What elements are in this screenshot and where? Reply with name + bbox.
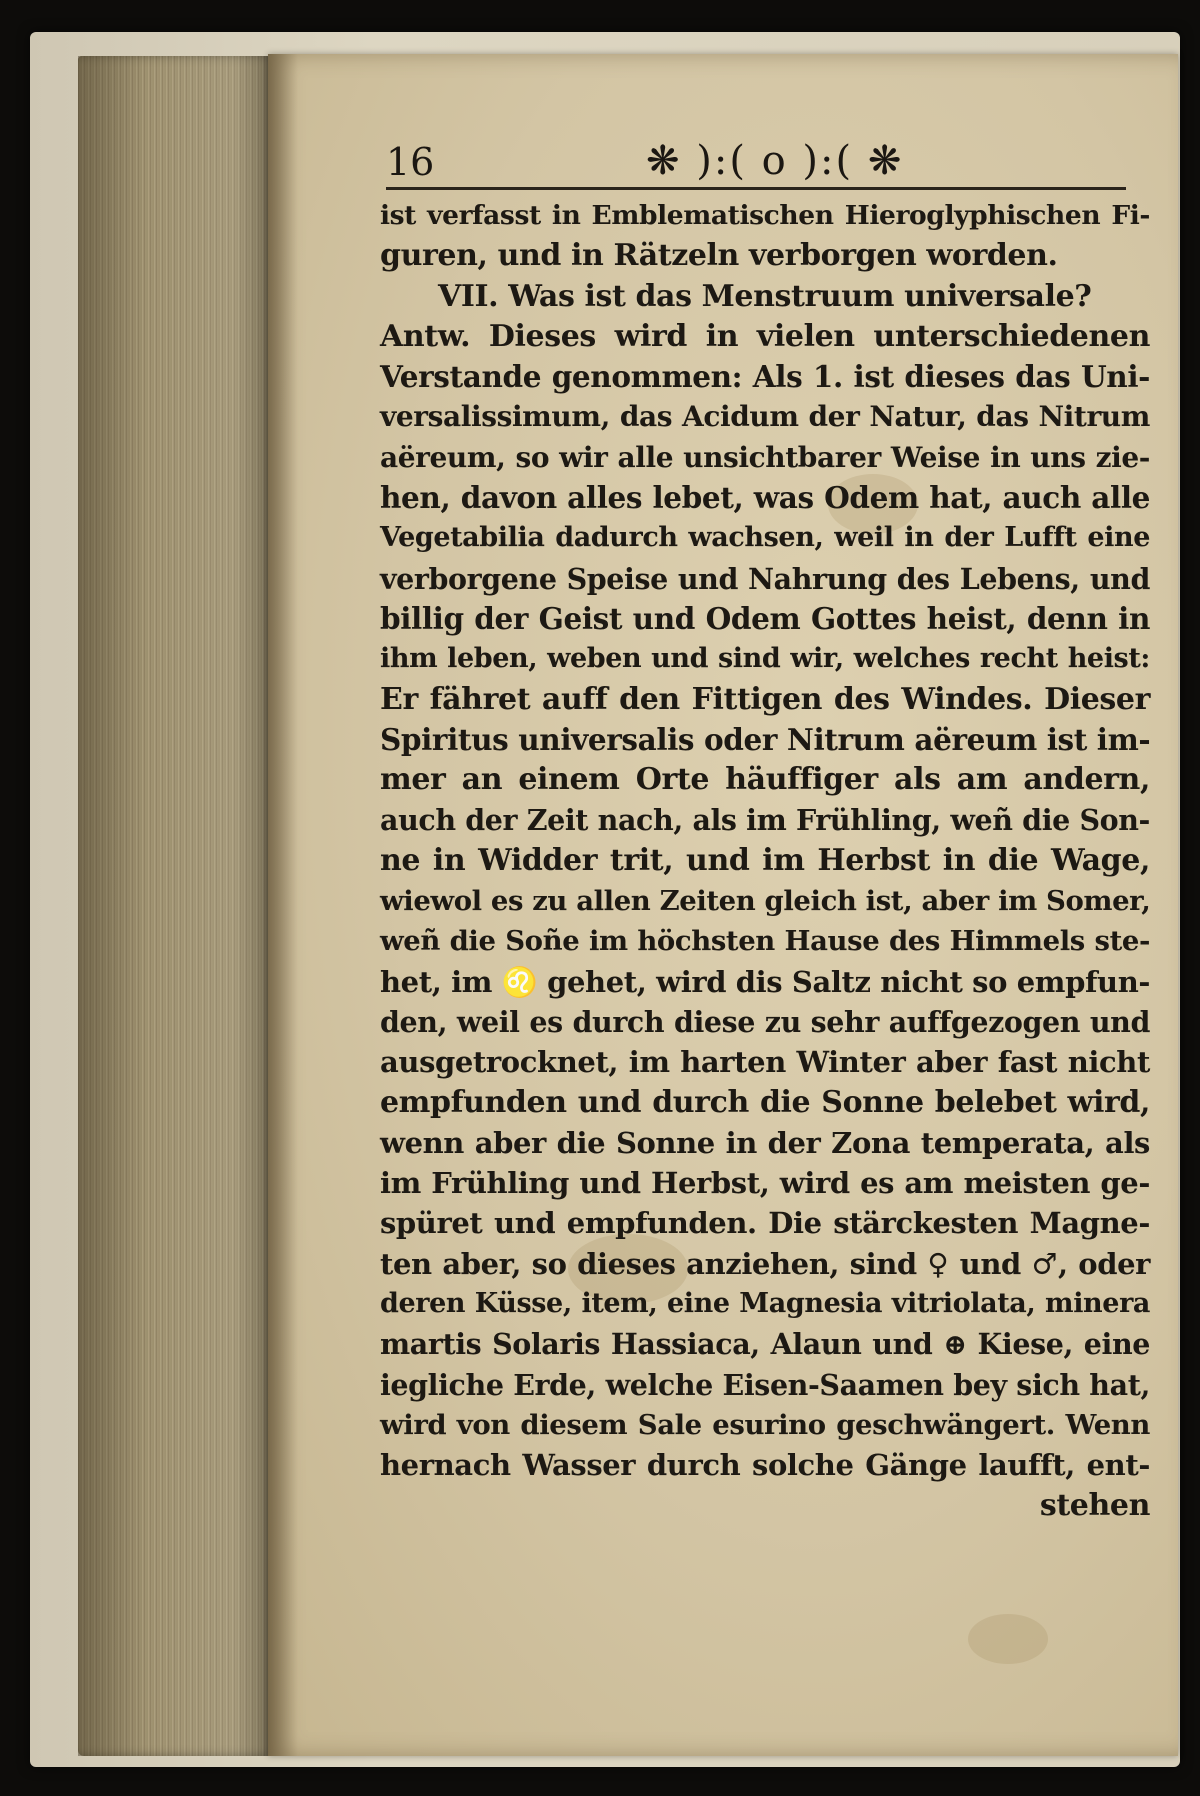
text-line: weñ die Soñe im höchsten Hause des Himmels ste- [380,925,1150,958]
text-line: het, im ♌ gehet, wird dis Saltz nicht so empfun- [380,964,1151,999]
page-edges [78,56,274,1756]
text-line: versalissimum, das Acidum der Natur, das Nitrum [380,400,1150,434]
catchword: stehen [1039,1487,1150,1523]
text-line: guren, und in Rätzeln verborgen worden. [380,238,1058,274]
text-line: auch der Zeit nach, als im Frühling, weñ die Son- [380,803,1150,838]
text-line: ten aber, so dieses anziehen, sind ♀ und ♂, oder [380,1246,1150,1281]
text-line: im Frühling und Herbst, wird es am meisten ge- [380,1166,1150,1201]
text-line: ausgetrocknet, im harten Winter aber fast nicht [380,1045,1150,1080]
foxing-stain [968,1614,1048,1664]
text-line: ne in Widder trit, und im Herbst in die Wage, [380,842,1150,878]
text-line: billig der Geist und Odem Gottes heist, denn in [380,600,1150,636]
text-line: deren Küsse, item, eine Magnesia vitriolata, minera [380,1288,1150,1320]
book-page [268,54,1178,1756]
question-heading: VII. Was ist das Menstruum universale? [438,278,1092,314]
text-line: Spiritus universalis oder Nitrum aëreum ist im- [380,721,1151,757]
text-line: martis Solaris Hassiaca, Alaun und ⊕ Kiese, eine [380,1327,1150,1362]
text-line: Verstande genommen: Als 1. ist dieses das Uni- [380,359,1150,395]
text-line: spüret und empfunden. Die stärckesten Magne- [380,1206,1150,1241]
text-line: Antw. Dieses wird in vielen unterschiedenen [380,318,1150,354]
running-head [386,132,1126,192]
page-number: 16 [386,140,435,184]
text-line: wenn aber die Sonne in der Zona temperata, als [380,1125,1150,1160]
text-line: hernach Wasser durch solche Gänge laufft, ent- [380,1448,1150,1483]
text-line: den, weil es durch diese zu sehr auffgezogen und [380,1004,1150,1039]
gutter-shadow [268,54,298,1756]
text-line: empfunden und durch die Sonne belebet wird, [380,1084,1150,1120]
body-text [380,196,1150,1526]
text-line: aëreum, so wir alle unsichtbarer Weise in uns zie- [380,440,1150,474]
header-ornament: ❋ ):( o ):( ❋ [646,138,904,184]
text-line: ist verfasst in Emblematischen Hieroglyphischen Fi- [380,200,1150,231]
text-line: iegliche Erde, welche Eisen-Saamen bey sich hat, [380,1367,1150,1402]
text-line: ihm leben, weben und sind wir, welches recht heist: [380,643,1150,675]
text-line: mer an einem Orte häuffiger als am andern, [380,762,1150,798]
header-rule [386,187,1126,190]
text-line: Vegetabilia dadurch wachsen, weil in der Lufft eine [380,522,1150,554]
text-line: wiewol es zu allen Zeiten gleich ist, aber im Somer, [380,885,1151,918]
text-line: hen, davon alles lebet, was Odem hat, auch alle [380,480,1150,516]
text-line: verborgene Speise und Nahrung des Lebens, und [380,561,1150,596]
text-line: Er fähret auff den Fittigen des Windes. Dieser [380,681,1150,717]
text-line: wird von diesem Sale esurino geschwängert. Wenn [380,1408,1150,1441]
